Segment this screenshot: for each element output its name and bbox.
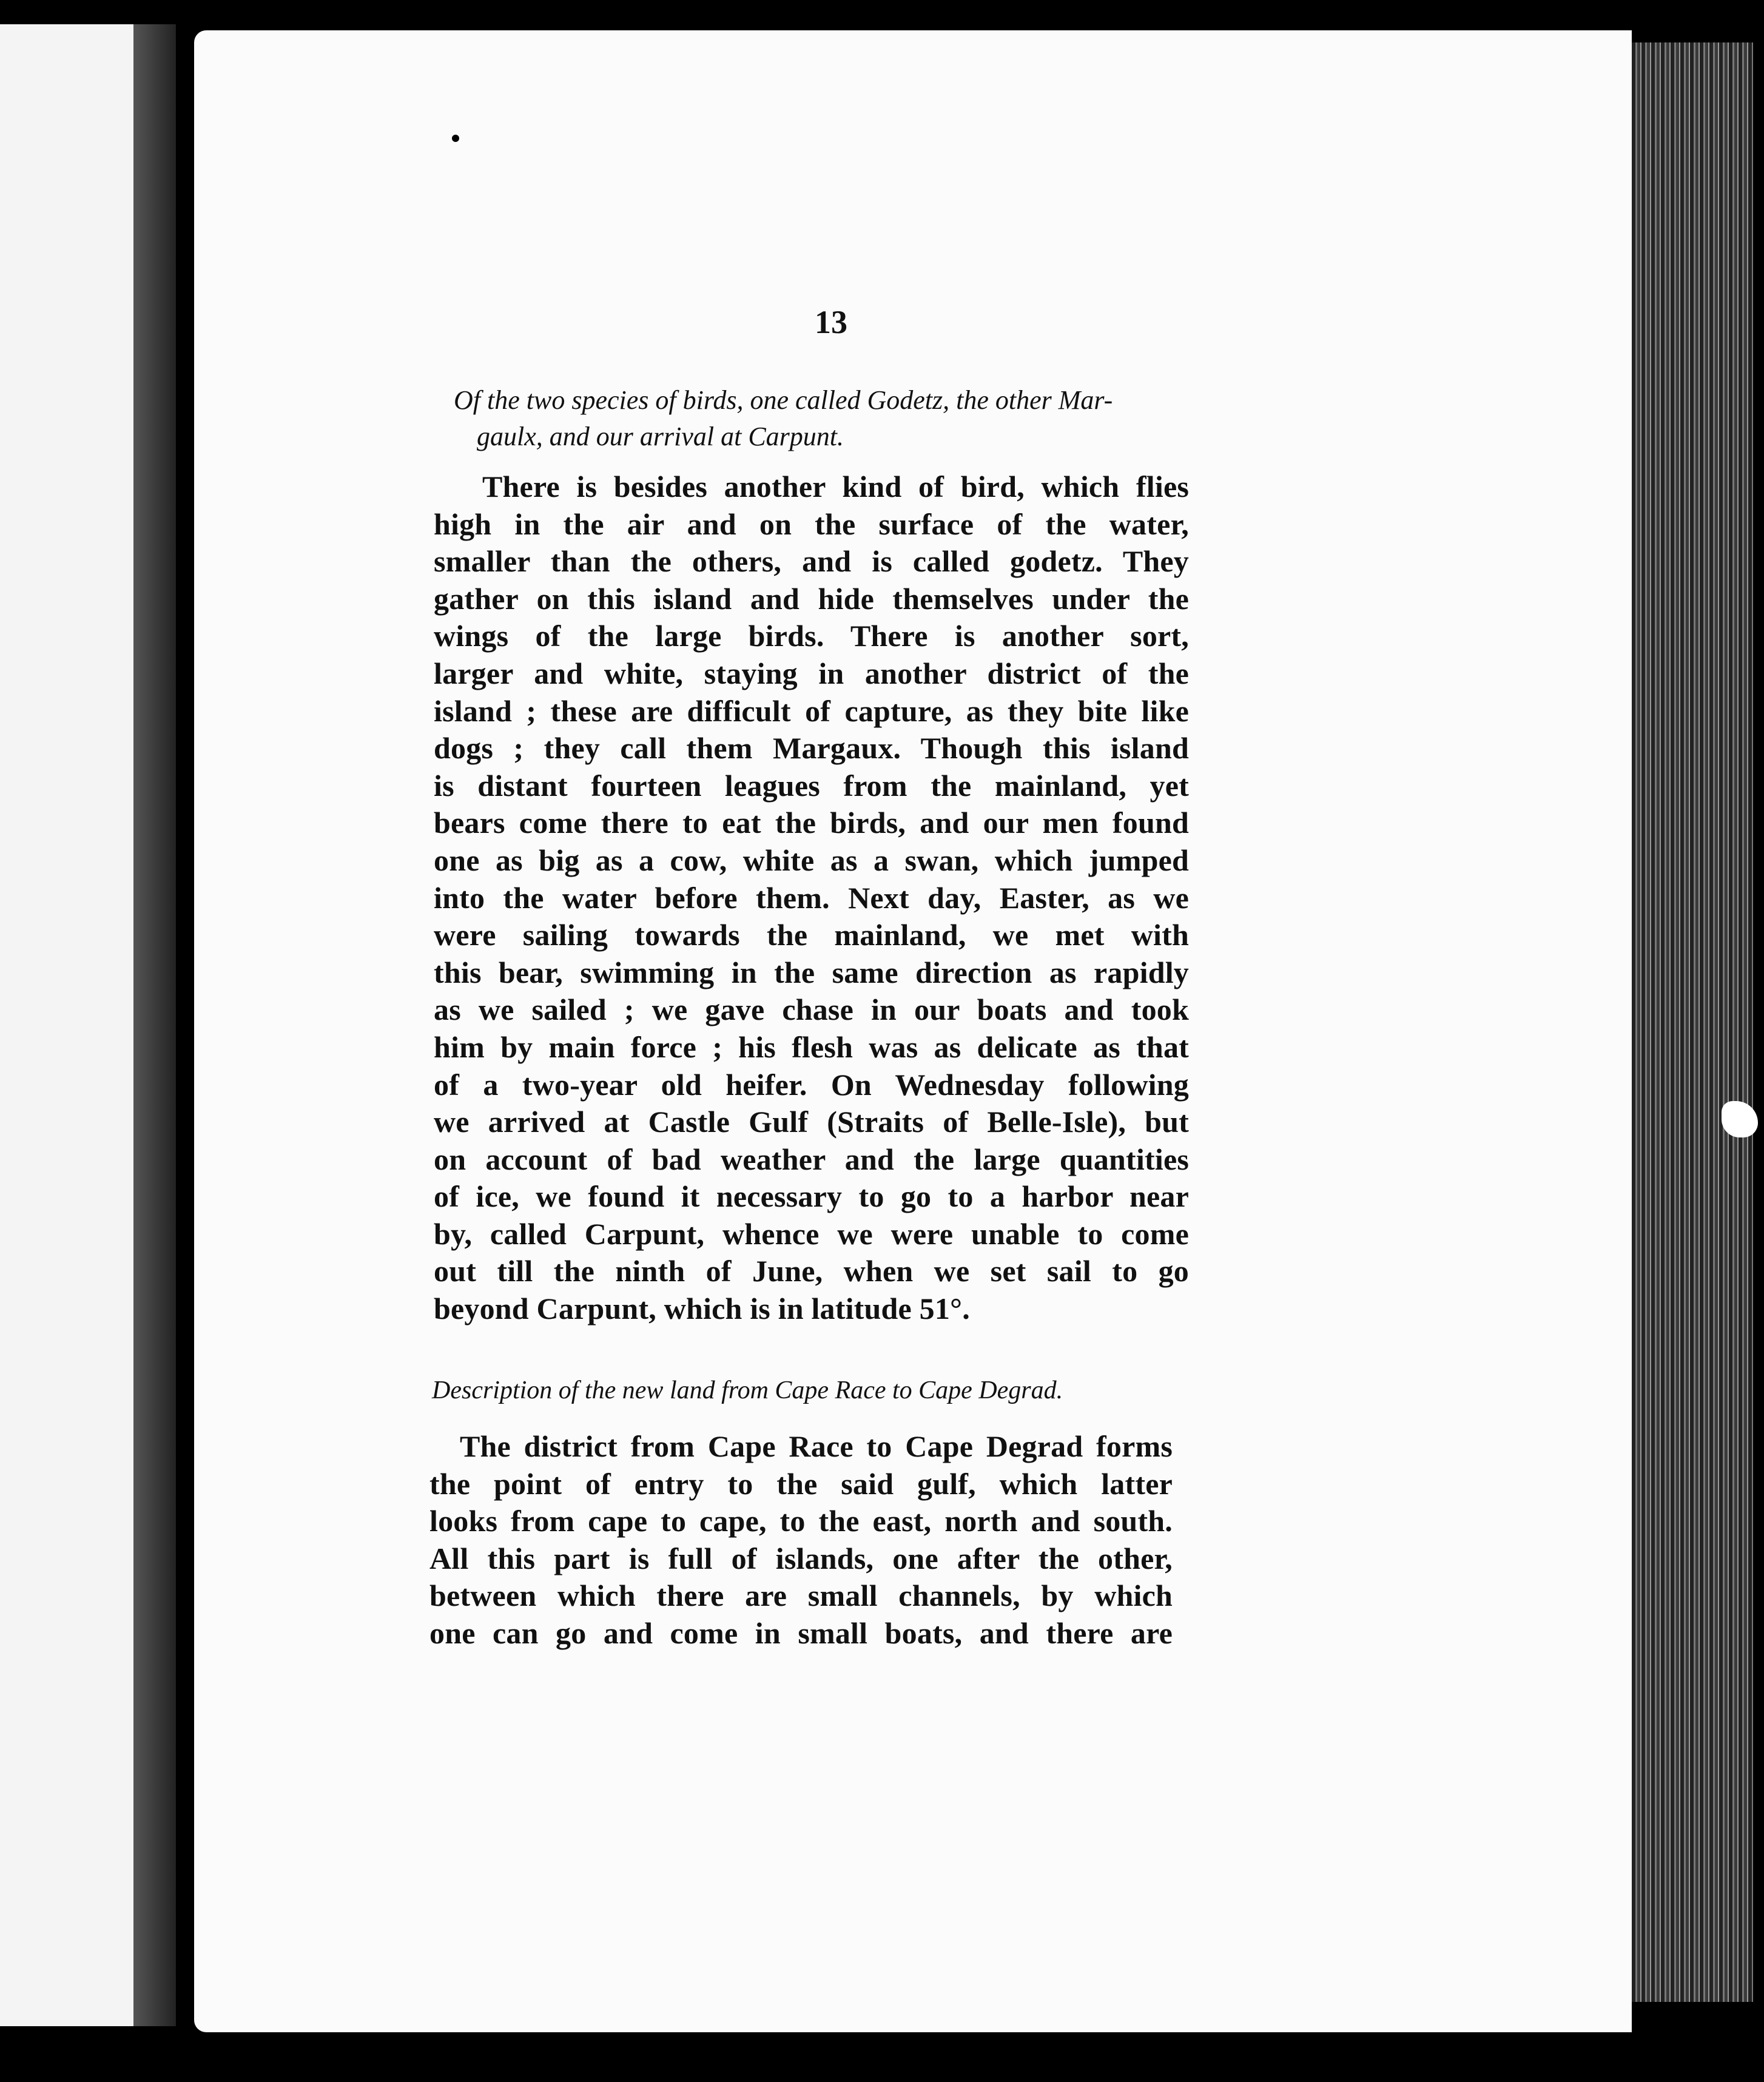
text-line: high in the air and on the surface of the water, — [434, 507, 1189, 541]
text-line: wings of the large birds. There is another sort, — [434, 619, 1189, 653]
text-line: into the water before them. Next day, Easter, as we — [434, 880, 1189, 915]
text-line: island ; these are difficult of capture, as they bite like — [434, 693, 1189, 728]
page-number: 13 — [815, 304, 847, 340]
text-line: between which there are small channels, by which — [429, 1578, 1173, 1613]
text-line: this bear, swimming in the same direction as rapidly — [434, 955, 1189, 989]
text-line: one as big as a cow, white as a swan, which jumped — [434, 843, 1189, 877]
text-line: the point of entry to the said gulf, which latter — [429, 1466, 1173, 1501]
text-line: looks from cape to cape, to the east, north and south. — [429, 1504, 1173, 1538]
scan-speck — [452, 135, 459, 142]
text-line: one can go and come in small boats, and there are — [429, 1615, 1173, 1650]
text-line: is distant fourteen leagues from the mainland, yet — [434, 768, 1189, 803]
text-line: beyond Carpunt, which is in latitude 51°. — [434, 1292, 970, 1326]
text-line: were sailing towards the mainland, we met with — [434, 918, 1189, 952]
binding-shadow — [133, 24, 176, 2026]
section-heading-birds — [454, 382, 1200, 455]
text-line: as we sailed ; we gave chase in our boats and took — [434, 992, 1189, 1027]
paragraph-cape-race — [429, 1428, 1173, 1652]
paragraph-birds-and-bear — [434, 468, 1189, 1328]
section-heading-new-land: Description of the new land from Cape Race to Cape Degrad. — [432, 1376, 1063, 1404]
text-line: The district from Cape Race to Cape Degrad forms — [460, 1429, 1173, 1463]
text-line: bears come there to eat the birds, and our men found — [434, 806, 1189, 840]
page-edges-stack — [1632, 42, 1753, 2002]
text-line: smaller than the others, and is called godetz. They — [434, 544, 1189, 579]
text-line: out till the ninth of June, when we set sail to go — [434, 1254, 1189, 1289]
text-line: gather on this island and hide themselves under the — [434, 581, 1189, 616]
text-line: we arrived at Castle Gulf (Straits of Belle-Isle), but — [434, 1105, 1189, 1139]
text-line: dogs ; they call them Margaux. Though this island — [434, 731, 1189, 766]
text-line: All this part is full of islands, one after the other, — [429, 1541, 1173, 1575]
text-line: of ice, we found it necessary to go to a harbor near — [434, 1179, 1189, 1214]
heading-line: Of the two species of birds, one called Godetz, the other Mar- — [454, 385, 1113, 415]
text-line: on account of bad weather and the large quantities — [434, 1142, 1189, 1176]
text-line: him by main force ; his flesh was as delicate as that — [434, 1029, 1189, 1064]
text-line: by, called Carpunt, whence we were unable to come — [434, 1216, 1189, 1251]
text-line: of a two-year old heifer. On Wednesday following — [434, 1067, 1189, 1102]
heading-line: gaulx, and our arrival at Carpunt. — [477, 422, 844, 451]
text-line: There is besides another kind of bird, which flies — [482, 470, 1189, 504]
text-line: larger and white, staying in another district of the — [434, 656, 1189, 690]
